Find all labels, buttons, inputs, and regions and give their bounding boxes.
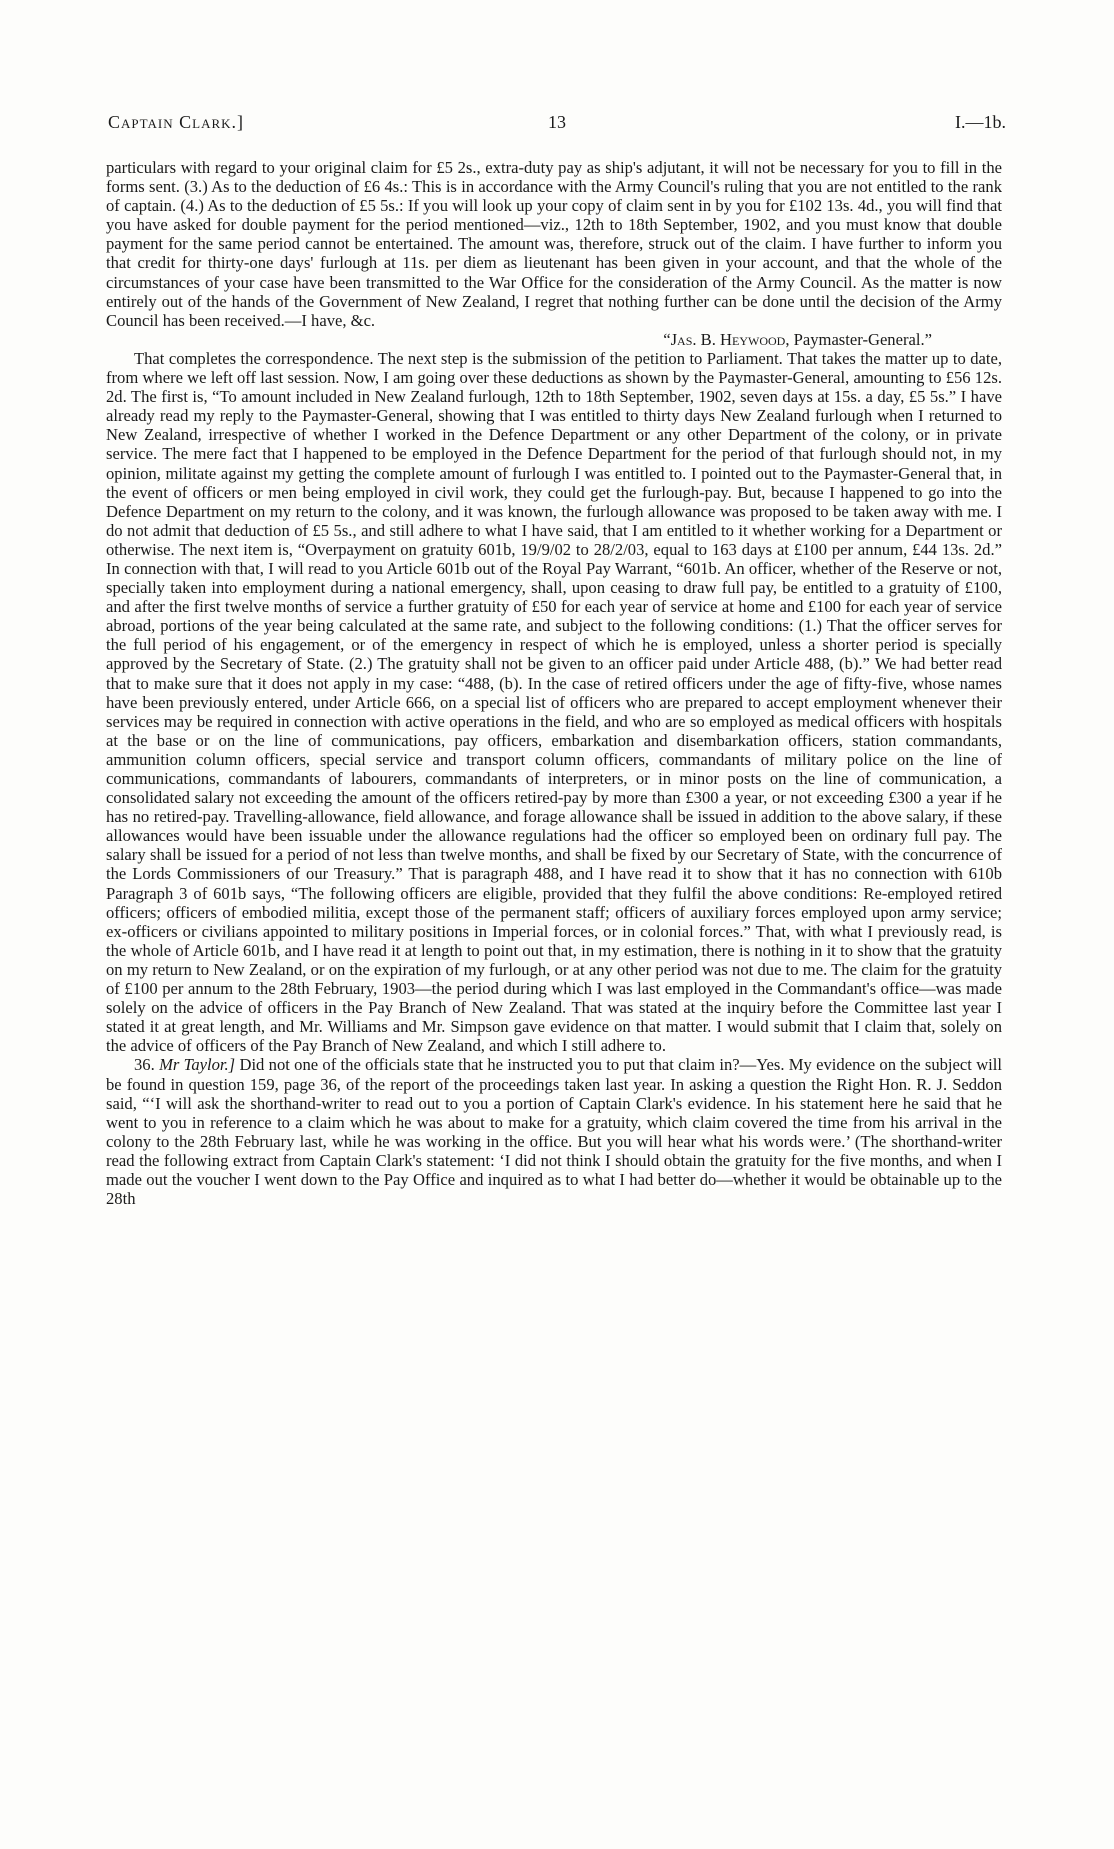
signature-title: Paymaster-General.”: [789, 329, 932, 349]
letter-signature: [106, 330, 1002, 349]
paragraph-question-36: [106, 1055, 1002, 1208]
question-text: Did not one of the officials state that he instructed you to put that claim in?—Yes. My evidence on the subject will be found in question 159, page 36, of the report of the proceedings taken last year. In asking a question the Right Hon. R. J. Seddon said, “‘I will ask the shorthand-writer to read out to you a portion of Captain Clark's evidence. In his statement here he said that he went to you in reference to a claim which he was about to make for a gratuity, which claim covered the time from his arrival in the colony to the 28th February last, while he was working in the office. But you will hear what his words were.’ (The shorthand-writer read the following extract from Captain Clark's statement: ‘I did not think I should obtain the gratuity for the five months, and when I made out the voucher I went down to the Pay Office and inquired as to what I had better do—whether it would be obtainable up to the 28th: [106, 1055, 1002, 1209]
header-left: Captain Clark.]: [108, 112, 245, 132]
question-number: 36.: [134, 1055, 155, 1075]
header-right: I.—1b.: [955, 112, 1006, 132]
body-text: [106, 158, 1002, 1818]
page-number: 13: [548, 112, 566, 132]
paragraph-testimony: That completes the correspondence. The next step is the submission of the petition to Parliament. That takes the matter up to date, from where we left off last session. Now, I am going over these deductions as shown by the Paymaster-General, amounting to £56 12s. 2d. The first is, “To amount included in New Zealand furlough, 12th to 18th September, 1902, seven days at 15s. a day, £5 5s.” I have already read my reply to the Paymaster-General, showing that I was entitled to thirty days New Zealand furlough when I returned to New Zealand, irrespective of whether I worked in the Defence Department or any other Department of the colony, or in private service. The mere fact that I happened to be employed in the Defence Department for the period of that furlough should not, in my opinion, militate against my getting the complete amount of furlough I was entitled to. I pointed out to the Paymaster-General that, in the event of officers or men being employed in civil work, they could get the furlough-pay. But, because I happened to go into the Defence Department on my return to the colony, and it was known, the furlough allowance was proposed to be taken away with me. I do not admit that deduction of £5 5s., and still adhere to what I have said, that I am entitled to it whether working for a Department or otherwise. The next item is, “Overpayment on gratuity 601b, 19/9/02 to 28/2/03, equal to 163 days at £100 per annum, £44 13s. 2d.” In connection with that, I will read to you Article 601b out of the Royal Pay Warrant, “601b. An officer, whether of the Reserve or not, specially taken into employment during a national emergency, shall, upon ceasing to draw full pay, be entitled to a gratuity of £100, and after the first twelve months of service a further gratuity of £50 for each year of service at home and £100 for each year of service abroad, portions of the year being calculated at the same rate, and subject to the following conditions: (1.) That the officer serves for the full period of his engagement, or of the emergency in respect of which he is employed, unless a shorter period is specially approved by the Secretary of State. (2.) The gratuity shall not be given to an officer paid under Article 488, (b).” We had better read that to make sure that it does not apply in my case: “488, (b). In the case of retired officers under the age of fifty-five, whose names have been previously entered, under Article 666, on a special list of officers who are prepared to accept employment whenever their services may be required in connection with active operations in the field, and who are so employed as medical officers with hospitals at the base or on the line of communications, pay officers, embarkation and disembarkation officers, station commandants, ammunition column officers, special service and transport column officers, commandants of military police on the line of communications, commandants of labourers, commandants of interpreters, or in minor posts on the line of communication, a consolidated salary not exceeding the amount of the officers retired-pay by more than £300 a year, or not exceeding £300 a year if he has no retired-pay. Travelling-allowance, field allowance, and forage allowance shall be issued in addition to the above salary, if these allowances would have been issuable under the allowance regulations had the officer so employed been on ordinary full pay. The salary shall be issued for a period of not less than twelve months, and shall be fixed by our Secretary of State, with the concurrence of the Lords Commissioners of our Treasury.” That is paragraph 488, and I have read it to show that it has no connection with 610b Paragraph 3 of 601b says, “The following officers are eligible, provided that they fulfil the above conditions: Re-employed retired officers; officers of embodied militia, except those of the permanent staff; officers of auxiliary forces employed upon army service; ex-officers or civilians appointed to military positions in Imperial forces, or in colonial forces.” That, with what I previously read, is the whole of Article 601b, and I have read it at length to point out that, in my estimation, there is nothing in it to show that the gratuity on my return to New Zealand, or on the expiration of my furlough, or at any other period was not due to me. The claim for the gratuity of £100 per annum to the 28th February, 1903—the period during which I was last employed in the Commandant's office—was made solely on the advice of officers in the Pay Branch of New Zealand. That was stated at the inquiry before the Committee last year I stated it at great length, and Mr. Williams and Mr. Simpson gave evidence on that matter. I would submit that I claim that, solely on the advice of officers of the Pay Branch of New Zealand, and which I still adhere to.: [106, 348, 1002, 1056]
question-speaker: Mr Taylor.]: [159, 1055, 236, 1075]
paragraph-letter-continuation: particulars with regard to your original claim for £5 2s., extra-duty pay as ship's adjutant, it will not be necessary for you to fill in the forms sent. (3.) As to the deduction of £6 4s.: This is in accordance with the Army Council's ruling that you are not entitled to the rank of captain. (4.) As to the deduction of £5 5s.: If you will look up your copy of claim sent in by you for £102 13s. 4d., you will find that you have asked for double payment for the period mentioned—viz., 12th to 18th September, 1902, and you must know that double payment for the same period cannot be entertained. The amount was, therefore, struck out of the claim. I have further to inform you that credit for thirty-one days' furlough at 11s. per diem as lieutenant has been given in your account, and that the whole of the circumstances of your case have been transmitted to the War Office for the consideration of the Army Council. As the matter is now entirely out of the hands of the Government of New Zealand, I regret that nothing further can be done until the decision of the Army Council has been received.—I have, &c.: [106, 158, 1002, 330]
signature-name: “Jas. B. Heywood,: [663, 329, 790, 349]
running-header: [108, 112, 1006, 140]
